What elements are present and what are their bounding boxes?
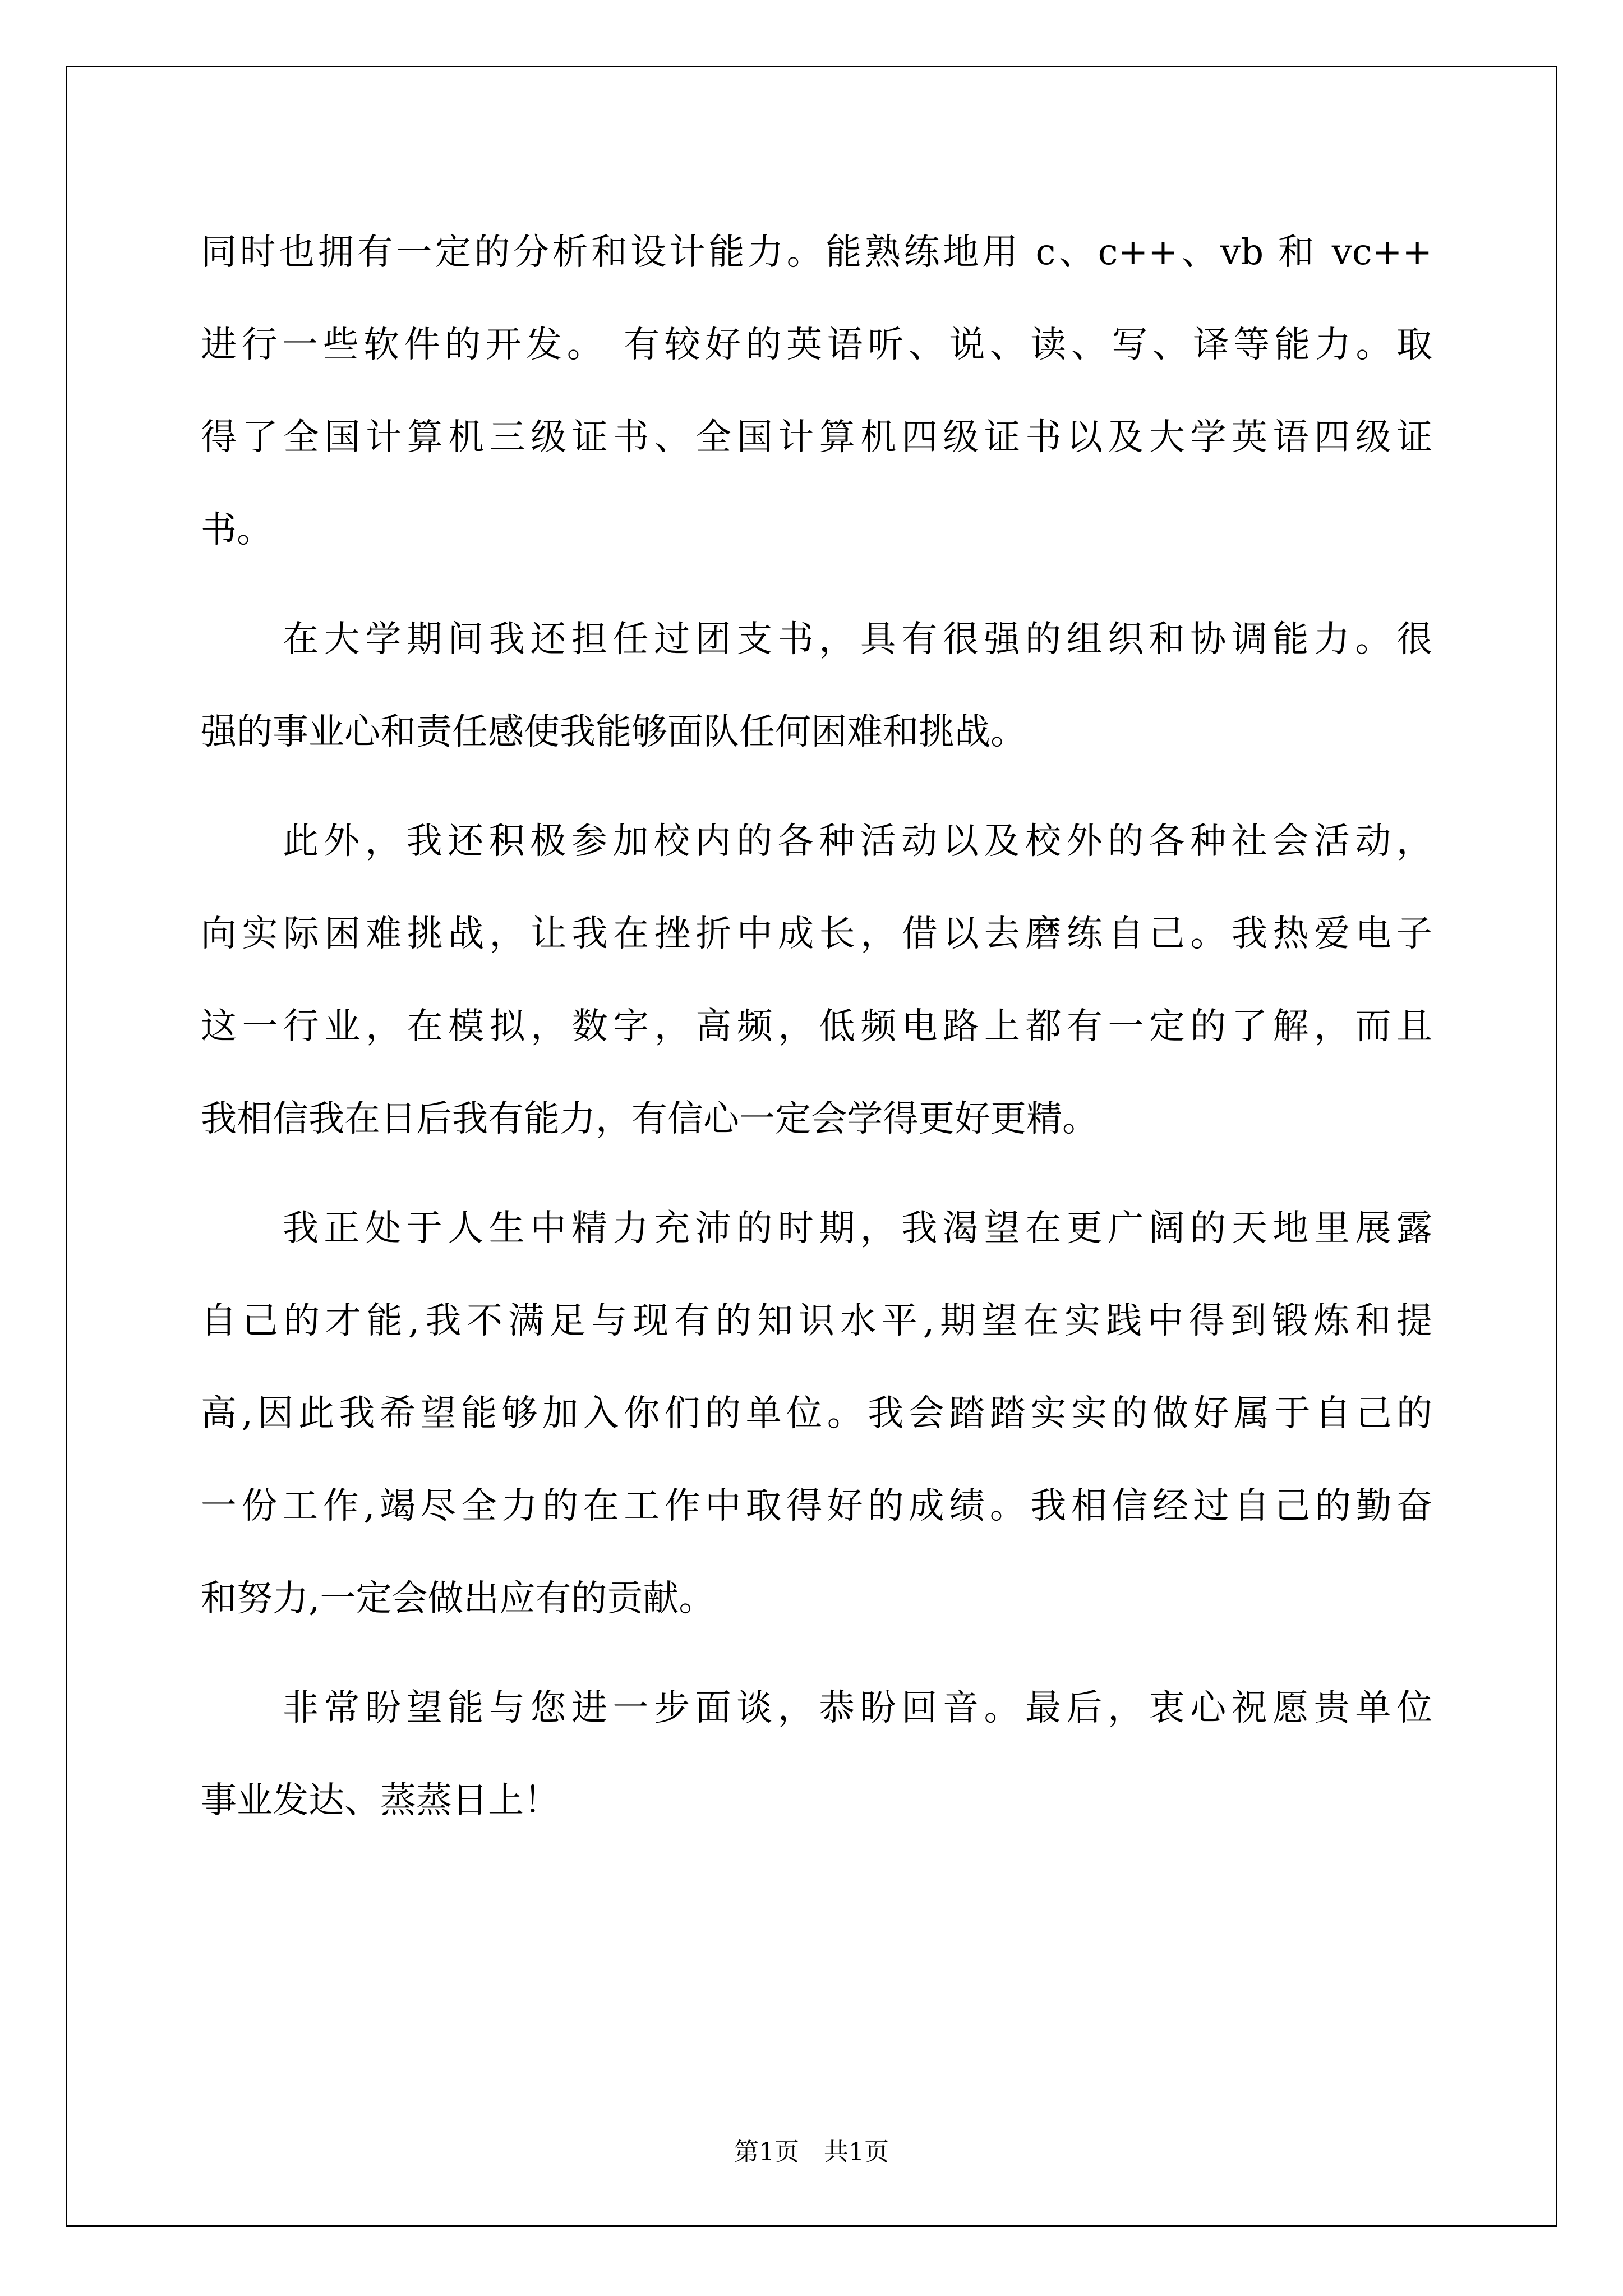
paragraph-1-line-4: 书。: [201, 509, 273, 551]
paragraph-3-line-3: 这一行业，在模拟，数字，高频，低频电路上都有一定的了解，而且: [201, 1006, 1432, 1047]
paragraph-4-line-5: 和努力,一定会做出应有的贡献。: [201, 1578, 715, 1619]
paragraph-5-line-1: 非常盼望能与您进一步面谈，恭盼回音。最后，衷心祝愿贵单位: [283, 1687, 1432, 1729]
paragraph-3-line-1: 此外，我还积极参加校内的各种活动以及校外的各种社会活动，: [283, 821, 1432, 862]
paragraph-4-line-1: 我正处于人生中精力充沛的时期，我渴望在更广阔的天地里展露: [283, 1208, 1432, 1249]
paragraph-4-line-3: 高,因此我希望能够加入你们的单位。我会踏踏实实的做好属于自己的: [201, 1393, 1432, 1434]
page-number-footer: 第1页 共1页: [734, 2138, 889, 2166]
paragraph-2-line-2: 强的事业心和责任感使我能够面队任何困难和挑战。: [201, 711, 1026, 753]
paragraph-3-line-4: 我相信我在日后我有能力，有信心一定会学得更好更精。: [201, 1098, 1098, 1140]
paragraph-2-line-1: 在大学期间我还担任过团支书，具有很强的组织和协调能力。很: [283, 619, 1432, 660]
paragraph-1-line-1: 同时也拥有一定的分析和设计能力。能熟练地用 c、c++、vb 和 vc++: [201, 232, 1432, 273]
paragraph-5-line-2: 事业发达、蒸蒸日上！: [201, 1780, 560, 1821]
paragraph-4-line-2: 自己的才能,我不满足与现有的知识水平,期望在实践中得到锻炼和提: [201, 1300, 1432, 1342]
paragraph-4-line-4: 一份工作,竭尽全力的在工作中取得好的成绩。我相信经过自己的勤奋: [201, 1485, 1432, 1527]
paragraph-1-line-3: 得了全国计算机三级证书、全国计算机四级证书以及大学英语四级证: [201, 417, 1432, 458]
paragraph-3-line-2: 向实际困难挑战，让我在挫折中成长，借以去磨练自己。我热爱电子: [201, 913, 1432, 955]
paragraph-1-line-2: 进行一些软件的开发。 有较好的英语听、说、读、写、译等能力。取: [201, 324, 1432, 366]
